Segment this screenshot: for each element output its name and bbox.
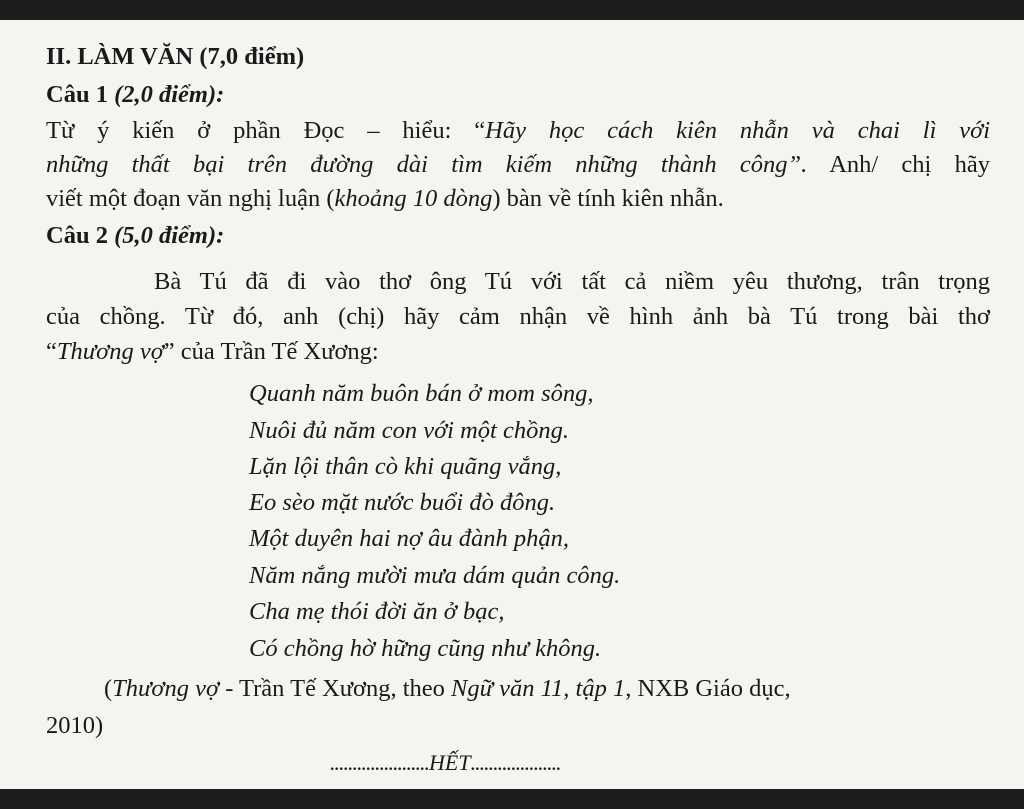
question2-label: Câu 2 bbox=[46, 222, 108, 249]
poem-line: Năm nắng mười mưa dám quản công. bbox=[249, 562, 621, 589]
poem-line: Có chồng hờ hững cũng như không. bbox=[249, 635, 602, 662]
q1-line3-c: ) bàn về tính kiên nhẫn. bbox=[492, 185, 724, 212]
question1-line3 bbox=[46, 183, 724, 215]
citation-title: Thương vợ bbox=[112, 675, 220, 702]
q2-poem-title: Thương vợ bbox=[56, 338, 164, 365]
question1-points: (2,0 điểm): bbox=[114, 81, 225, 108]
question1-line1 bbox=[46, 115, 990, 147]
question2-points: (5,0 điểm): bbox=[114, 222, 225, 249]
citation bbox=[104, 673, 791, 705]
citation-open: ( bbox=[104, 675, 113, 702]
question1-header bbox=[46, 79, 224, 111]
question2-header bbox=[46, 220, 224, 252]
poem-line: Một duyên hai nợ âu đành phận, bbox=[249, 525, 569, 552]
citation-publisher: , NXB Giáo dục, bbox=[625, 675, 791, 702]
poem-line: Lặn lội thân cò khi quãng vắng, bbox=[249, 453, 562, 480]
q2-line3-c: ” của Trần Tế Xương: bbox=[163, 338, 379, 365]
q1-line1-a: Từ ý kiến ở phần Đọc – hiểu: “ bbox=[46, 117, 486, 144]
question1-label: Câu 1 bbox=[46, 81, 108, 108]
q1-quote-part2: những thất bại trên đường dài tìm kiếm những thành công”. bbox=[46, 151, 808, 178]
q2-line3-a: “ bbox=[46, 338, 57, 365]
poem-line: Quanh năm buôn bán ở mom sông, bbox=[249, 380, 594, 407]
citation-year: 2010) bbox=[46, 712, 104, 739]
question2-line2: của chồng. Từ đó, anh (chị) hãy cảm nhận về hình ảnh bà Tú trong bài thơ bbox=[46, 303, 990, 330]
poem-line: Nuôi đủ năm con với một chồng. bbox=[249, 417, 569, 444]
end-dots-right: .................... bbox=[470, 750, 561, 775]
citation-book: Ngữ văn 11, tập 1 bbox=[451, 675, 626, 702]
end-dots-left: ...................... bbox=[330, 750, 429, 775]
q1-length-hint: khoảng 10 dòng bbox=[334, 185, 493, 212]
question1-line2 bbox=[46, 149, 990, 181]
exam-page bbox=[0, 20, 1024, 789]
q1-quote-part1: Hãy học cách kiên nhẫn và chai lì với bbox=[485, 117, 991, 144]
poem-line: Cha mẹ thói đời ăn ở bạc, bbox=[249, 598, 505, 625]
question2-line3 bbox=[46, 336, 379, 368]
q1-line2-b: Anh/ chị hãy bbox=[807, 151, 990, 178]
question2-line1: Bà Tú đã đi vào thơ ông Tú với tất cả niềm yêu thương, trân trọng bbox=[154, 268, 990, 295]
end-marker bbox=[330, 747, 561, 779]
section-heading: II. LÀM VĂN (7,0 điểm) bbox=[46, 43, 305, 70]
citation-author: - Trần Tế Xương, theo bbox=[219, 675, 452, 702]
q1-line3-a: viết một đoạn văn nghị luận ( bbox=[46, 185, 335, 212]
end-label: HẾT bbox=[429, 750, 471, 775]
poem-line: Eo sèo mặt nước buổi đò đông. bbox=[249, 489, 556, 516]
